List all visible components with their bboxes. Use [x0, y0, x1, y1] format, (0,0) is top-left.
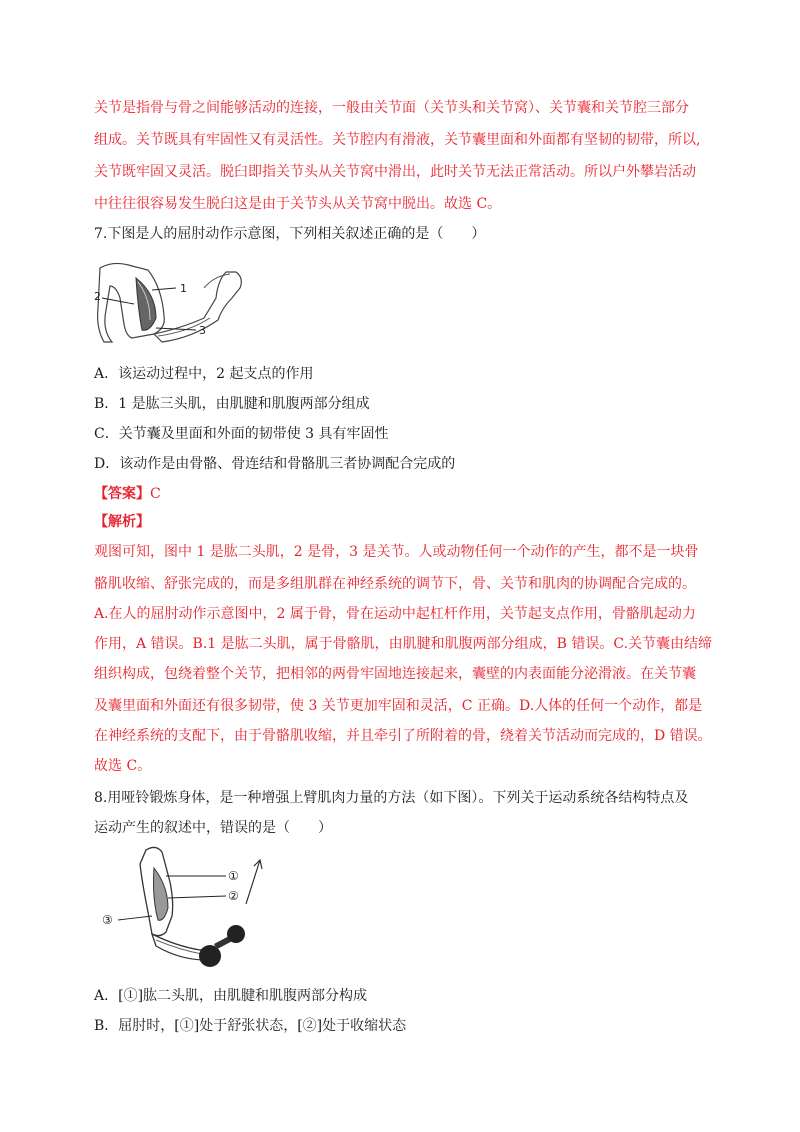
- q7-analysis-line-7: 在神经系统的支配下，由于骨骼肌收缩，并且牵引了所附着的骨，绕着关节活动而完成的，D 错误。: [94, 728, 712, 744]
- q8-dumbbell-figure: [96, 842, 276, 972]
- q8-fig-label-2: ②: [228, 889, 239, 903]
- q7-answer-row: [94, 484, 161, 504]
- q7-option-b: B．1 是肱三头肌，由肌腱和肌腹两部分组成: [94, 396, 370, 412]
- prev-explanation-line-1: 关节是指骨与骨之间能够活动的连接，一般由关节面（关节头和关节窝）、关节囊和关节腔三部分: [94, 100, 689, 116]
- q7-analysis-heading: [94, 512, 150, 532]
- q7-option-a: A．该运动过程中，2 起支点的作用: [94, 366, 314, 382]
- movement-arrow-icon: [246, 860, 260, 904]
- q7-analysis-line-6: 及囊里面和外面还有很多韧带，使 3 关节更加牢固和灵活，C 正确。D.人体的任何一个动作，都是: [94, 698, 703, 714]
- q7-stem: 7.下图是人的屈肘动作示意图，下列相关叙述正确的是（ ）: [94, 226, 486, 242]
- q7-analysis-line-2: 骼肌收缩、舒张完成的，而是多组肌群在神经系统的调节下，骨、关节和肌肉的协调配合完成的。: [94, 576, 696, 592]
- analysis-tag: 【解析】: [94, 514, 150, 530]
- q7-fig-label-2: 2: [94, 290, 101, 303]
- q7-analysis-line-1: 观图可知，图中 1 是肱二头肌，2 是骨，3 是关节。人或动物任何一个动作的产生，都不是一块骨: [94, 544, 699, 560]
- q8-option-a: A．[①]肱二头肌，由肌腱和肌腹两部分构成: [94, 988, 368, 1004]
- q7-option-d: D．该动作是由骨骼、骨连结和骨骼肌三者协调配合完成的: [94, 456, 456, 472]
- q8-fig-label-1: ①: [228, 869, 239, 883]
- q7-analysis-line-5: 组织构成，包绕着整个关节，把相邻的两骨牢固地连接起来，囊壁的内表面能分泌滑液。在关节囊: [94, 666, 696, 682]
- answer-value: C: [150, 486, 161, 502]
- q8-option-b: B．屈肘时，[①]处于舒张状态，[②]处于收缩状态: [94, 1018, 407, 1034]
- q7-elbow-flexion-figure: [92, 258, 252, 344]
- q7-option-c: C．关节囊及里面和外面的韧带使 3 具有牢固性: [94, 426, 389, 442]
- q7-analysis-line-8: 故选 C。: [94, 758, 152, 774]
- q7-analysis-line-3: A.在人的屈肘动作示意图中，2 属于骨，骨在运动中起杠杆作用，关节起支点作用，骨骼肌起动力: [94, 606, 696, 622]
- q8-stem-line-1: 8.用哑铃锻炼身体，是一种增强上臂肌肉力量的方法（如下图）。下列关于运动系统各结构特点及: [94, 790, 689, 806]
- q7-analysis-line-4: 作用，A 错误。B.1 是肱二头肌，属于骨骼肌，由肌腱和肌腹两部分组成，B 错误。C.关节囊由结缔: [94, 636, 713, 652]
- answer-tag: 【答案】: [94, 486, 150, 502]
- q8-fig-label-3: ③: [102, 913, 113, 927]
- q7-fig-label-3: 3: [199, 324, 206, 337]
- prev-explanation-line-3: 关节既牢固又灵活。脱臼即指关节头从关节窝中滑出，此时关节无法正常活动。所以户外攀岩活动: [94, 164, 696, 180]
- q7-fig-label-1: 1: [180, 282, 187, 295]
- prev-explanation-line-4: 中往往很容易发生脱臼这是由于关节头从关节窝中脱出。故选 C。: [94, 196, 502, 212]
- q8-stem-line-2: 运动产生的叙述中，错误的是（ ）: [94, 820, 332, 836]
- prev-explanation-line-2: 组成。关节既具有牢固性又有灵活性。关节腔内有滑液，关节囊里面和外面都有坚韧的韧带，所以,: [94, 132, 701, 148]
